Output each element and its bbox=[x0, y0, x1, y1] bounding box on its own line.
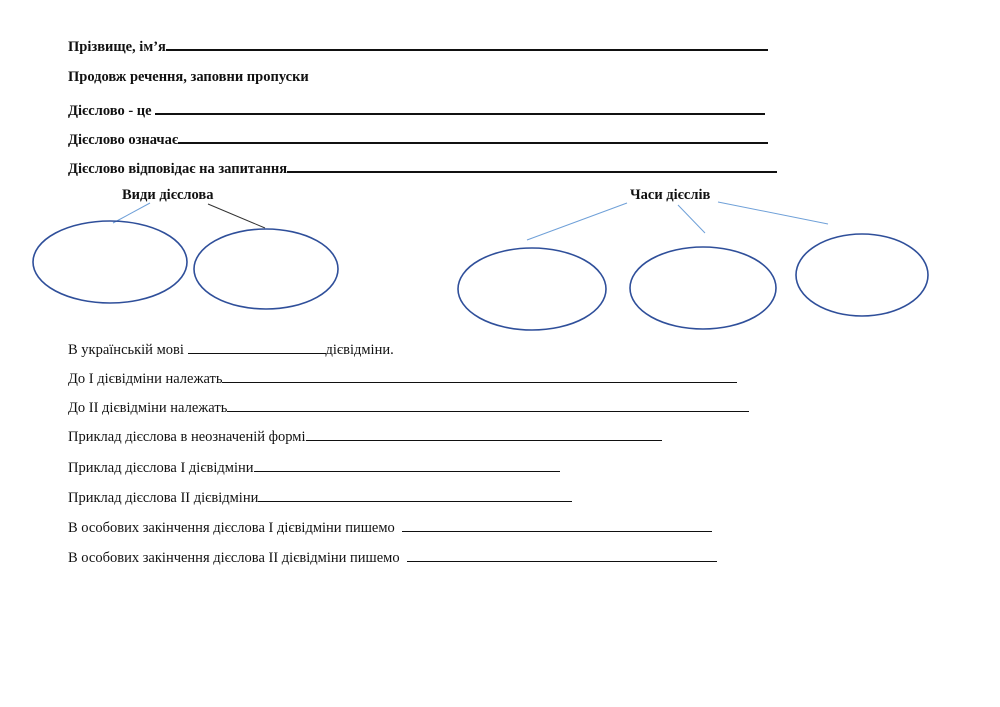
question-first-example-label: Приклад дієслова І дієвідміни bbox=[68, 460, 254, 476]
kinds-title: Види дієслова bbox=[122, 187, 214, 203]
question-first-endings bbox=[68, 518, 712, 537]
question-second-endings-label: В особових закінчення дієслова ІІ дієвідміни пишемо bbox=[68, 550, 400, 566]
kinds-connector-left bbox=[113, 203, 150, 223]
tenses-circle-3[interactable] bbox=[796, 234, 928, 316]
question-first-example bbox=[68, 458, 560, 477]
question-infinitive-example-blank[interactable] bbox=[306, 427, 662, 441]
question-infinitive-example bbox=[68, 427, 662, 446]
tenses-circle-1[interactable] bbox=[458, 248, 606, 330]
tenses-connector-left bbox=[527, 203, 627, 240]
tenses-connector-middle bbox=[678, 205, 705, 233]
question-second-endings-blank[interactable] bbox=[407, 548, 717, 562]
question-conjugations-count-before: В українській мові bbox=[68, 342, 184, 358]
question-second-example-label: Приклад дієслова ІІ дієвідміни bbox=[68, 490, 259, 506]
kinds-circle-1[interactable] bbox=[33, 221, 187, 303]
question-second-conjugation-label: До ІІ дієвідміни належать bbox=[68, 400, 228, 416]
name-label: Прізвище, ім’я bbox=[68, 39, 166, 55]
question-definition-label: Дієслово - це bbox=[68, 103, 152, 119]
question-meaning-label: Дієслово означає bbox=[68, 132, 179, 148]
tenses-circle-2[interactable] bbox=[630, 247, 776, 329]
tenses-title: Часи дієслів bbox=[630, 187, 711, 203]
question-second-example bbox=[68, 488, 572, 507]
question-asks-label: Дієслово відповідає на запитання bbox=[68, 161, 288, 177]
question-first-endings-blank[interactable] bbox=[402, 518, 712, 532]
kinds-connector-right bbox=[208, 204, 265, 228]
question-first-endings-label: В особових закінчення дієслова І дієвідміни пишемо bbox=[68, 520, 395, 536]
question-first-conjugation-label: До І дієвідміни належать bbox=[68, 371, 223, 387]
tenses-connector-right bbox=[718, 202, 828, 224]
question-second-example-blank[interactable] bbox=[258, 488, 572, 502]
question-first-conjugation-blank[interactable] bbox=[222, 369, 737, 383]
question-second-endings bbox=[68, 548, 717, 567]
question-second-conjugation-blank[interactable] bbox=[227, 398, 749, 412]
question-first-conjugation bbox=[68, 369, 737, 388]
question-conjugations-count-blank[interactable] bbox=[188, 340, 326, 354]
question-conjugations-count-after: дієвідміни. bbox=[325, 342, 394, 358]
question-conjugations-count bbox=[68, 340, 394, 359]
question-second-conjugation bbox=[68, 398, 749, 417]
question-infinitive-example-label: Приклад дієслова в неозначеній формі bbox=[68, 429, 306, 445]
instruction-text: Продовж речення, заповни пропуски bbox=[68, 69, 309, 85]
kinds-circle-2[interactable] bbox=[194, 229, 338, 309]
question-first-example-blank[interactable] bbox=[254, 458, 560, 472]
